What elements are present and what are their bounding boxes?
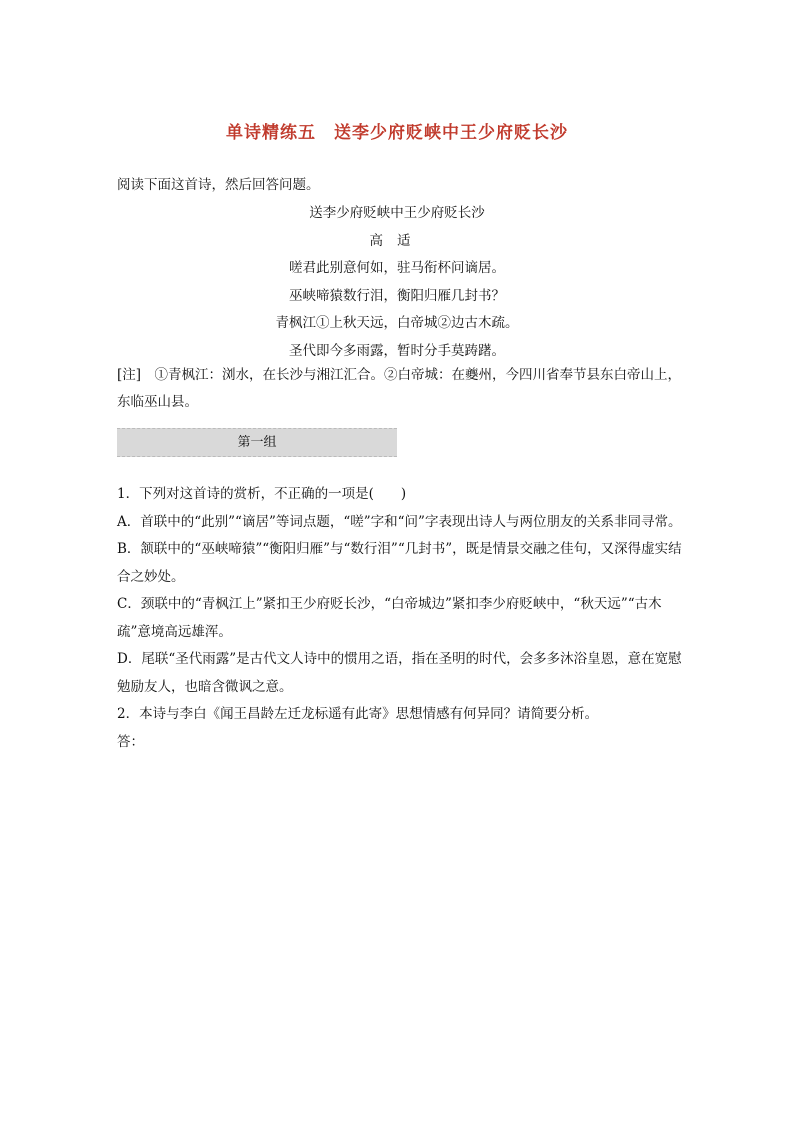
answer-label: 答： xyxy=(117,733,144,750)
poem-line: 圣代即今多雨露，暂时分手莫踌躇。 xyxy=(289,342,505,359)
question-2: 2．本诗与李白《闻王昌龄左迁龙标遥有此寄》思想情感有何异同？请简要分析。 xyxy=(117,706,599,722)
question-1: 1．下列对这首诗的赏析，不正确的一项是( ) xyxy=(117,486,407,502)
option-a: A．首联中的“此别”“谪居”等词点题，“嗟”字和“问”字表现出诗人与两位朋友的关系非同寻常。 xyxy=(117,513,682,530)
poem-author: 高适 xyxy=(369,232,425,249)
page-title: 单诗精练五 送李少府贬峡中王少府贬长沙 xyxy=(226,123,568,143)
poem-line: 青枫江①上秋天远，白帝城②边古木疏。 xyxy=(275,315,519,331)
option-d: D．尾联“圣代雨露”是古代文人诗中的惯用之语，指在圣明的时代，会多多沐浴皇恩，意在宽慰勉励友人，也暗含微讽之意。 xyxy=(117,651,682,695)
poem-note: [注] ①青枫江：浏水，在长沙与湘江汇合。②白帝城：在夔州，今四川省奉节县东白帝山上，东临巫山县。 xyxy=(117,367,682,410)
poem-block xyxy=(117,200,677,365)
poem-title: 送李少府贬峡中王少府贬长沙 xyxy=(309,205,485,221)
questions-block xyxy=(117,481,687,756)
group-label: 第一组 xyxy=(117,428,397,457)
option-b: B．颔联中的“巫峡啼猿”“衡阳归雁”与“数行泪”“几封书”，既是情景交融之佳句，又深得虚实结合之妙处。 xyxy=(117,541,682,585)
poem-line: 嗟君此别意何如，驻马衔杯问谪居。 xyxy=(289,260,505,276)
option-c: C．颈联中的“青枫江上”紧扣王少府贬长沙，“白帝城边”紧扣李少府贬峡中，“秋天远”“古木疏”意境高远雄浑。 xyxy=(117,596,662,640)
poem-line: 巫峡啼猿数行泪，衡阳归雁几封书？ xyxy=(289,287,505,304)
intro-text: 阅读下面这首诗，然后回答问题。 xyxy=(117,177,320,193)
